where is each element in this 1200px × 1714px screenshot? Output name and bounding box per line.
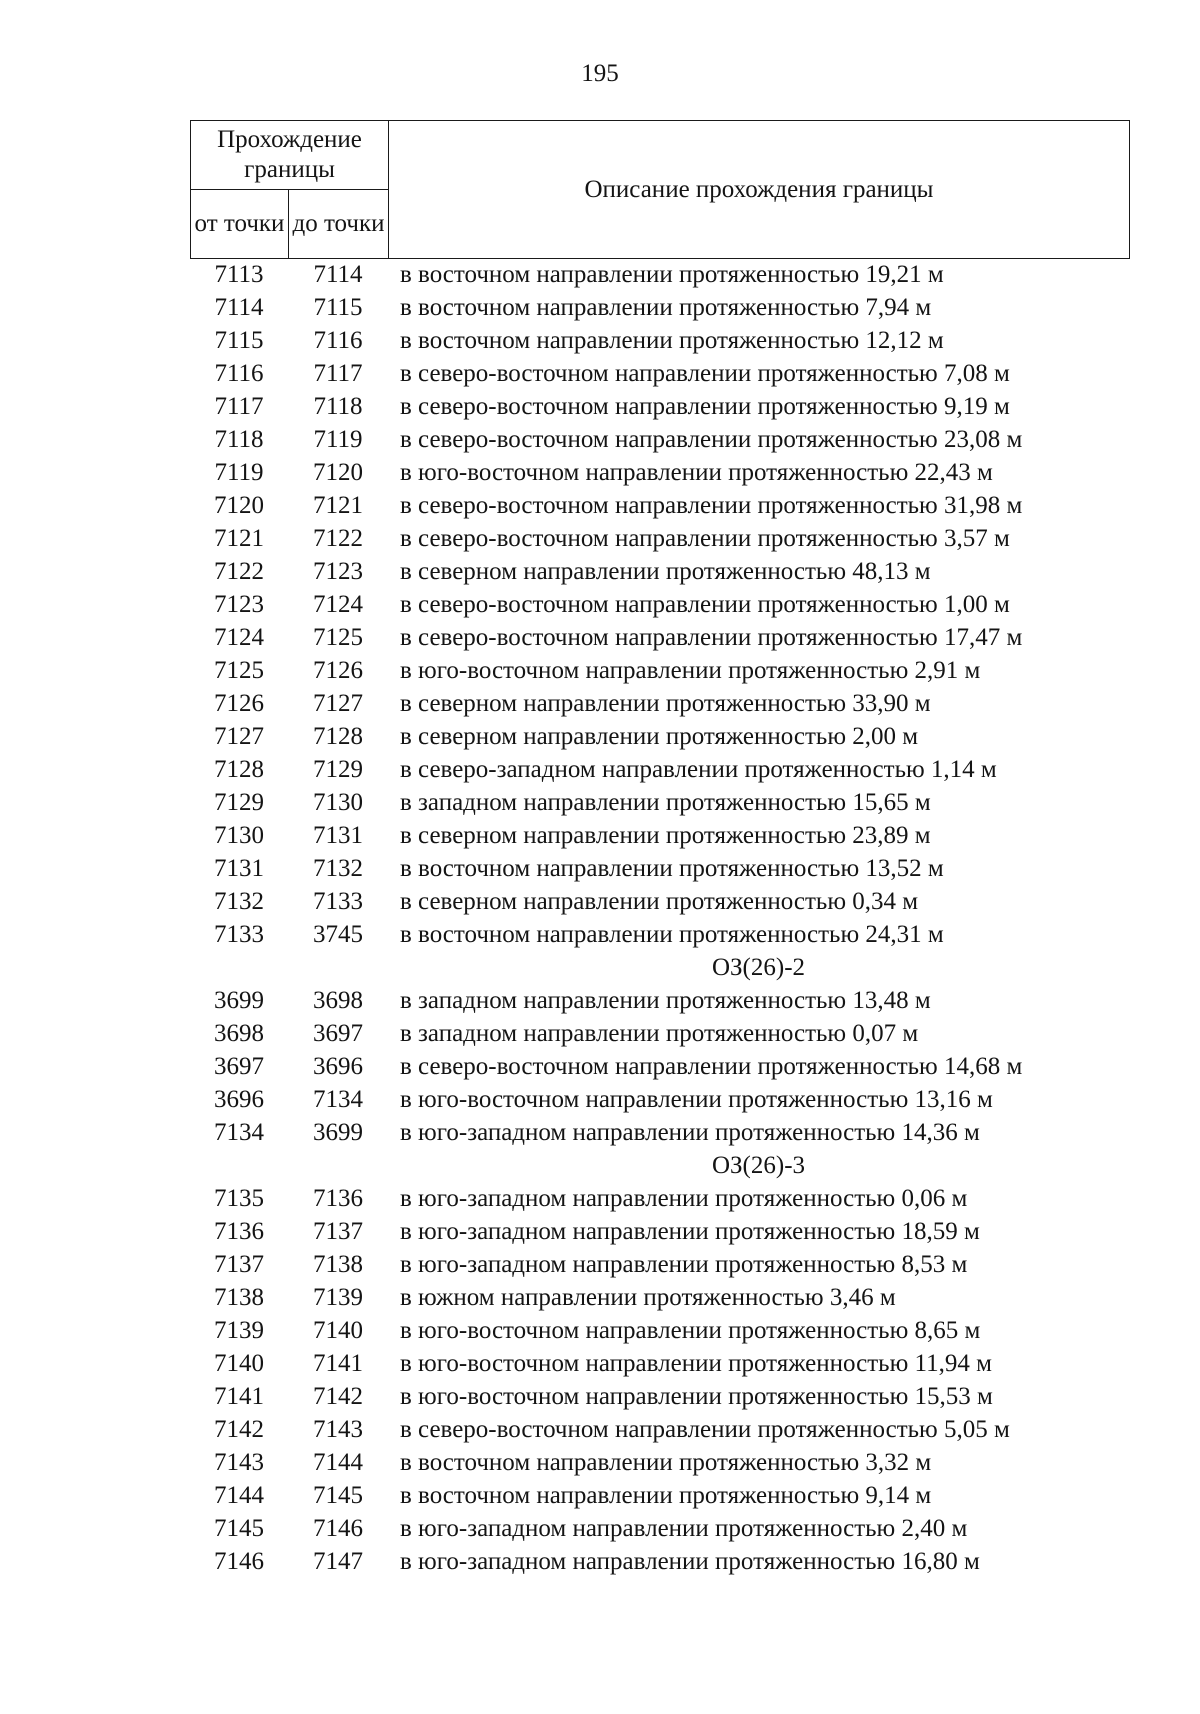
description-cell: в северном направлении протяженностью 23,89 м xyxy=(400,821,931,849)
description-cell: в северо-восточном направлении протяженностью 9,19 м xyxy=(400,392,1010,420)
table-row xyxy=(190,819,1129,852)
to-point-cell: 7134 xyxy=(313,1085,363,1113)
description-cell: в восточном направлении протяженностью 9,14 м xyxy=(400,1481,932,1509)
to-point-cell: 7131 xyxy=(313,821,363,849)
description-cell: в юго-западном направлении протяженностью 18,59 м xyxy=(400,1217,980,1245)
table-row xyxy=(190,1215,1129,1248)
from-point-cell: 7123 xyxy=(214,590,264,618)
from-point-cell: 7135 xyxy=(214,1184,264,1212)
table-row xyxy=(190,786,1129,819)
to-point-cell: 7118 xyxy=(313,392,363,420)
to-point-cell: 3697 xyxy=(313,1019,363,1047)
to-point-cell: 7137 xyxy=(313,1217,363,1245)
description-cell: в северо-восточном направлении протяженностью 17,47 м xyxy=(400,623,1023,651)
description-cell: в северо-восточном направлении протяженностью 23,08 м xyxy=(400,425,1023,453)
description-cell: в северо-восточном направлении протяженностью 31,98 м xyxy=(400,491,1023,519)
from-point-cell: 3697 xyxy=(214,1052,264,1080)
description-cell: в западном направлении протяженностью 0,07 м xyxy=(400,1019,919,1047)
description-cell: в северном направлении протяженностью 0,34 м xyxy=(400,887,919,915)
description-cell: в восточном направлении протяженностью 12,12 м xyxy=(400,326,944,354)
from-point-cell: 7130 xyxy=(214,821,264,849)
from-point-cell: 3699 xyxy=(214,986,264,1014)
from-point-cell: 7132 xyxy=(214,887,264,915)
table-row xyxy=(190,1248,1129,1281)
description-cell: в юго-западном направлении протяженностью 2,40 м xyxy=(400,1514,968,1542)
from-point-cell: 7128 xyxy=(214,755,264,783)
description-cell: в юго-западном направлении протяженностью 8,53 м xyxy=(400,1250,968,1278)
description-cell: в юго-восточном направлении протяженностью 2,91 м xyxy=(400,656,981,684)
to-point-cell: 7126 xyxy=(313,656,363,684)
table-row xyxy=(190,720,1129,753)
to-point-cell: 7141 xyxy=(313,1349,363,1377)
table-row xyxy=(190,1512,1129,1545)
description-cell: в южном направлении протяженностью 3,46 м xyxy=(400,1283,896,1311)
description-cell: в юго-западном направлении протяженностью 14,36 м xyxy=(400,1118,980,1146)
header-description-cell: Описание прохождения границы xyxy=(389,121,1130,259)
description-cell: в северо-восточном направлении протяженностью 1,00 м xyxy=(400,590,1010,618)
description-cell: в северо-западном направлении протяженностью 1,14 м xyxy=(400,755,997,783)
from-point-cell: 7119 xyxy=(214,458,264,486)
description-cell: в юго-восточном направлении протяженностью 13,16 м xyxy=(400,1085,993,1113)
from-point-cell: 7121 xyxy=(214,524,264,552)
table-row xyxy=(190,1083,1129,1116)
table-row xyxy=(190,1380,1129,1413)
from-point-cell: 7125 xyxy=(214,656,264,684)
from-point-cell: 7126 xyxy=(214,689,264,717)
from-point-cell: 7138 xyxy=(214,1283,264,1311)
to-point-cell: 7116 xyxy=(313,326,363,354)
table-row xyxy=(190,1347,1129,1380)
table-row xyxy=(190,489,1129,522)
section-label: ОЗ(26)-2 xyxy=(711,953,806,981)
header-group-cell: Прохождение границы xyxy=(191,121,389,190)
description-cell: в восточном направлении протяженностью 13,52 м xyxy=(400,854,944,882)
to-point-cell: 7142 xyxy=(313,1382,363,1410)
from-point-cell: 7129 xyxy=(214,788,264,816)
to-point-cell: 3696 xyxy=(313,1052,363,1080)
table-row xyxy=(190,456,1129,489)
table-row xyxy=(190,753,1129,786)
table-row xyxy=(190,1446,1129,1479)
table-row xyxy=(190,555,1129,588)
to-point-cell: 7143 xyxy=(313,1415,363,1443)
header-from-cell: от точки xyxy=(191,190,289,259)
from-point-cell: 7145 xyxy=(214,1514,264,1542)
from-point-cell: 7118 xyxy=(214,425,264,453)
from-point-cell: 7124 xyxy=(214,623,264,651)
description-cell: в восточном направлении протяженностью 19,21 м xyxy=(400,260,944,288)
to-point-cell: 7121 xyxy=(313,491,363,519)
to-point-cell: 7133 xyxy=(313,887,363,915)
from-point-cell: 7142 xyxy=(214,1415,264,1443)
from-point-cell: 7117 xyxy=(214,392,264,420)
table-row xyxy=(190,1413,1129,1446)
table-row xyxy=(190,522,1129,555)
to-point-cell: 7145 xyxy=(313,1481,363,1509)
from-point-cell: 7136 xyxy=(214,1217,264,1245)
table-row xyxy=(190,918,1129,951)
table-row xyxy=(190,258,1129,291)
to-point-cell: 7146 xyxy=(313,1514,363,1542)
to-point-cell: 7139 xyxy=(313,1283,363,1311)
table-row xyxy=(190,654,1129,687)
table-row xyxy=(190,984,1129,1017)
from-point-cell: 7131 xyxy=(214,854,264,882)
to-point-cell: 3698 xyxy=(313,986,363,1014)
table-row xyxy=(190,621,1129,654)
to-point-cell: 3745 xyxy=(313,920,363,948)
table-row xyxy=(190,687,1129,720)
to-point-cell: 7129 xyxy=(313,755,363,783)
table-row xyxy=(190,390,1129,423)
table-row xyxy=(190,1116,1129,1149)
to-point-cell: 7125 xyxy=(313,623,363,651)
to-point-cell: 7130 xyxy=(313,788,363,816)
description-cell: в северном направлении протяженностью 33,90 м xyxy=(400,689,931,717)
to-point-cell: 7140 xyxy=(313,1316,363,1344)
header-to-cell: до точки xyxy=(289,190,389,259)
from-point-cell: 7122 xyxy=(214,557,264,585)
from-point-cell: 7116 xyxy=(214,359,264,387)
description-cell: в восточном направлении протяженностью 7,94 м xyxy=(400,293,932,321)
table-row xyxy=(190,852,1129,885)
description-cell: в юго-восточном направлении протяженностью 15,53 м xyxy=(400,1382,993,1410)
to-point-cell: 7123 xyxy=(313,557,363,585)
from-point-cell: 3698 xyxy=(214,1019,264,1047)
table-row xyxy=(190,1281,1129,1314)
from-point-cell: 7113 xyxy=(214,260,264,288)
to-point-cell: 7132 xyxy=(313,854,363,882)
from-point-cell: 7133 xyxy=(214,920,264,948)
table-body xyxy=(190,258,1129,1578)
from-point-cell: 7137 xyxy=(214,1250,264,1278)
from-point-cell: 7144 xyxy=(214,1481,264,1509)
table-header xyxy=(190,120,1130,259)
to-point-cell: 7115 xyxy=(313,293,363,321)
table-row xyxy=(190,1479,1129,1512)
description-cell: в западном направлении протяженностью 13,48 м xyxy=(400,986,931,1014)
description-cell: в восточном направлении протяженностью 3,32 м xyxy=(400,1448,932,1476)
table-row xyxy=(190,588,1129,621)
to-point-cell: 7127 xyxy=(313,689,363,717)
from-point-cell: 7120 xyxy=(214,491,264,519)
to-point-cell: 7128 xyxy=(313,722,363,750)
from-point-cell: 7134 xyxy=(214,1118,264,1146)
to-point-cell: 7114 xyxy=(313,260,363,288)
to-point-cell: 7122 xyxy=(313,524,363,552)
description-cell: в северо-восточном направлении протяженностью 7,08 м xyxy=(400,359,1010,387)
section-label: ОЗ(26)-3 xyxy=(711,1151,806,1179)
from-point-cell: 7139 xyxy=(214,1316,264,1344)
description-cell: в юго-восточном направлении протяженностью 11,94 м xyxy=(400,1349,992,1377)
from-point-cell: 7141 xyxy=(214,1382,264,1410)
from-point-cell: 7146 xyxy=(214,1547,264,1575)
from-point-cell: 7114 xyxy=(214,293,264,321)
page-number: 195 xyxy=(581,60,619,87)
table-row xyxy=(190,291,1129,324)
description-cell: в юго-восточном направлении протяженностью 8,65 м xyxy=(400,1316,981,1344)
description-cell: в юго-западном направлении протяженностью 16,80 м xyxy=(400,1547,980,1575)
to-point-cell: 7144 xyxy=(313,1448,363,1476)
table-row xyxy=(190,1017,1129,1050)
to-point-cell: 7124 xyxy=(313,590,363,618)
to-point-cell: 7147 xyxy=(313,1547,363,1575)
to-point-cell: 7138 xyxy=(313,1250,363,1278)
to-point-cell: 7117 xyxy=(313,359,363,387)
description-cell: в северо-восточном направлении протяженностью 3,57 м xyxy=(400,524,1010,552)
to-point-cell: 7119 xyxy=(313,425,363,453)
to-point-cell: 7136 xyxy=(313,1184,363,1212)
description-cell: в северном направлении протяженностью 48,13 м xyxy=(400,557,931,585)
table-row xyxy=(190,423,1129,456)
from-point-cell: 7115 xyxy=(214,326,264,354)
description-cell: в западном направлении протяженностью 15,65 м xyxy=(400,788,931,816)
description-cell: в восточном направлении протяженностью 24,31 м xyxy=(400,920,944,948)
table-row xyxy=(190,885,1129,918)
description-cell: в юго-западном направлении протяженностью 0,06 м xyxy=(400,1184,968,1212)
from-point-cell: 7143 xyxy=(214,1448,264,1476)
to-point-cell: 7120 xyxy=(313,458,363,486)
from-point-cell: 7127 xyxy=(214,722,264,750)
table-row xyxy=(190,357,1129,390)
table-row xyxy=(190,324,1129,357)
to-point-cell: 3699 xyxy=(313,1118,363,1146)
description-cell: в северном направлении протяженностью 2,00 м xyxy=(400,722,919,750)
description-cell: в юго-восточном направлении протяженностью 22,43 м xyxy=(400,458,993,486)
description-cell: в северо-восточном направлении протяженностью 5,05 м xyxy=(400,1415,1010,1443)
table-row xyxy=(190,1050,1129,1083)
from-point-cell: 7140 xyxy=(214,1349,264,1377)
table-row xyxy=(190,1545,1129,1578)
description-cell: в северо-восточном направлении протяженностью 14,68 м xyxy=(400,1052,1023,1080)
from-point-cell: 3696 xyxy=(214,1085,264,1113)
table-row xyxy=(190,1182,1129,1215)
table-row xyxy=(190,1314,1129,1347)
